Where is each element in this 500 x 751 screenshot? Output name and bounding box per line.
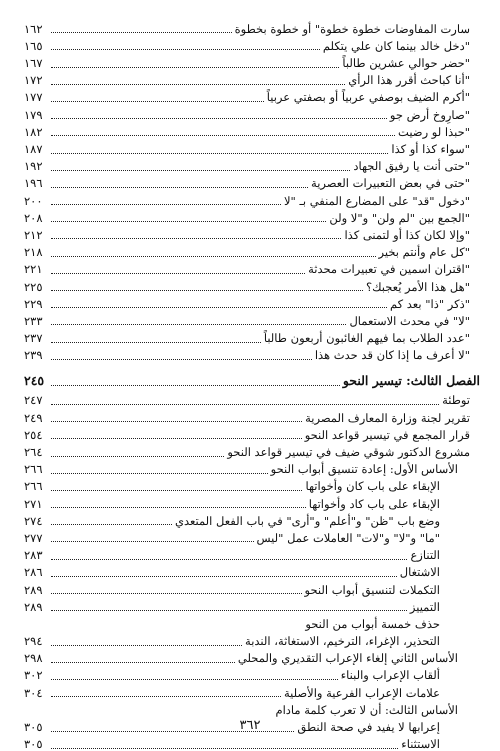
toc-entry-page: ٢٤٧ bbox=[24, 393, 43, 408]
dot-leader bbox=[51, 696, 281, 697]
toc-entry bbox=[24, 682, 480, 699]
dot-leader bbox=[51, 187, 308, 188]
toc-entry bbox=[24, 104, 480, 121]
dot-leader bbox=[51, 490, 302, 491]
table-of-contents bbox=[24, 18, 480, 751]
toc-entry-page: ٢٩٤ bbox=[24, 634, 43, 649]
toc-entry-title: الأساس الثالث: أن لا تعرب كلمة مادام bbox=[275, 702, 458, 717]
dot-leader bbox=[51, 524, 172, 525]
toc-entry-title: حبذا لو رضيت" bbox=[398, 124, 470, 139]
toc-entry bbox=[24, 699, 480, 716]
toc-entry-title: أكرم الضيف بوصفي عربياً أو بصفتي عربياً" bbox=[266, 90, 470, 105]
dot-leader bbox=[51, 204, 281, 205]
toc-entry-title: حذف خمسة أبواب من النحو bbox=[305, 616, 440, 631]
toc-entry-title: دخل خالد بينما كان علي يتكلم" bbox=[322, 38, 470, 53]
toc-entry bbox=[24, 259, 480, 276]
toc-entry-title: دخول "قد" على المضارع المنفي بـ "لا" bbox=[283, 193, 470, 208]
toc-entry-page: ٢٨٩ bbox=[24, 599, 43, 614]
toc-entry-page: ٢٦٦ bbox=[24, 479, 43, 494]
toc-entry-title: حضر حوالي عشرين طالباً" bbox=[342, 56, 470, 71]
toc-entry-title: ما" و"لا" و"لات" العاملات عمل "ليس" bbox=[256, 530, 440, 545]
toc-entry bbox=[24, 441, 480, 458]
toc-entry-page: ٢٣٩ bbox=[24, 348, 43, 363]
toc-entry-page: ٢٤٩ bbox=[24, 410, 43, 425]
toc-entry bbox=[24, 390, 480, 407]
toc-entry-title: تقرير لجنة وزارة المعارف المصرية bbox=[305, 410, 470, 425]
toc-entry-title: وإلا لكان كذا أو لتمنى كذا" bbox=[344, 227, 470, 242]
toc-entry-page: ١٦٥ bbox=[24, 38, 43, 53]
toc-entry-page: ٢٤٥ bbox=[24, 373, 45, 389]
dot-leader bbox=[51, 645, 242, 646]
toc-entry-page: ٣٠٤ bbox=[24, 685, 43, 700]
toc-entry-page: ٢٥٤ bbox=[24, 427, 43, 442]
toc-entry-title: سارت المفاوضات خطوة خطوة" أو خطوة بخطوة bbox=[234, 21, 470, 36]
toc-entry bbox=[24, 190, 480, 207]
toc-entry bbox=[24, 527, 480, 544]
dot-leader bbox=[51, 610, 407, 611]
dot-leader bbox=[51, 221, 326, 222]
toc-entry-page: ٢٣٧ bbox=[24, 331, 43, 346]
toc-entry-title: اقتران اسمين في تعبيرات محدثة" bbox=[308, 262, 470, 277]
toc-entry-page: ١٦٧ bbox=[24, 56, 43, 71]
toc-entry-title: أنا كباحث أقرر هذا الرأي" bbox=[348, 73, 470, 88]
toc-entry-title: هل هذا الأمر يُعجبك؟" bbox=[365, 279, 470, 294]
toc-entry-page: ٢٢٩ bbox=[24, 296, 43, 311]
toc-entry-title: الاستثناء bbox=[401, 737, 440, 751]
dot-leader bbox=[51, 593, 302, 594]
toc-entry-page: ٢١٨ bbox=[24, 245, 43, 260]
toc-entry-title: الإبقاء على باب كاد وأخواتها bbox=[308, 496, 440, 511]
dot-leader bbox=[51, 473, 268, 474]
toc-entry-page: ١٨٢ bbox=[24, 124, 43, 139]
dot-leader bbox=[51, 238, 341, 239]
toc-entry-page: ٢١٢ bbox=[24, 227, 43, 242]
toc-entry-title: الأساس الثاني إلغاء الإعراب التقديري والمحلي bbox=[237, 651, 458, 666]
dot-leader bbox=[51, 324, 346, 325]
toc-entry-title: صارِوخ أرض جو" bbox=[389, 107, 470, 122]
toc-entry-title: وضع باب "ظن" و"أعلم" و"أرى" في باب الفعل المتعدي bbox=[174, 513, 440, 528]
toc-entry-page: ٢٦٦ bbox=[24, 462, 43, 477]
toc-entry bbox=[24, 510, 480, 527]
toc-entry bbox=[24, 596, 480, 613]
toc-section-heading bbox=[24, 366, 480, 388]
dot-leader bbox=[51, 456, 224, 457]
toc-entry-title: الإبقاء على باب كان وأخواتها bbox=[305, 479, 440, 494]
toc-entry bbox=[24, 241, 480, 258]
toc-entry-title: لا" في محدث الاستعمال" bbox=[349, 313, 470, 328]
toc-entry bbox=[24, 327, 480, 344]
toc-entry bbox=[24, 52, 480, 69]
dot-leader bbox=[51, 404, 439, 405]
dot-leader bbox=[51, 438, 302, 439]
toc-entry-title: توطئة bbox=[442, 393, 470, 408]
toc-entry-page: ٣٠٥ bbox=[24, 720, 43, 734]
toc-entry bbox=[24, 613, 480, 630]
toc-entry-page: ٢٧١ bbox=[24, 496, 43, 511]
toc-entry-page: ٢٦٤ bbox=[24, 445, 43, 459]
toc-entry-page: ٣٠٥ bbox=[24, 737, 43, 751]
dot-leader bbox=[51, 748, 398, 749]
toc-entry-title: الجمع بين "لم ولن" و"لا ولن" bbox=[329, 210, 470, 225]
toc-entry bbox=[24, 665, 480, 682]
toc-entry bbox=[24, 35, 480, 52]
toc-entry-page: ٢٨٣ bbox=[24, 548, 43, 563]
toc-entry-page: ٢٨٦ bbox=[24, 565, 43, 580]
dot-leader bbox=[51, 359, 312, 360]
toc-entry-page: ١٧٢ bbox=[24, 73, 43, 88]
dot-leader bbox=[51, 507, 306, 508]
dot-leader bbox=[51, 118, 387, 119]
dot-leader bbox=[51, 256, 376, 257]
toc-entry bbox=[24, 648, 480, 665]
toc-entry bbox=[24, 544, 480, 561]
toc-entry bbox=[24, 310, 480, 327]
toc-entry bbox=[24, 121, 480, 138]
toc-entry bbox=[24, 630, 480, 647]
toc-entry bbox=[24, 224, 480, 241]
dot-leader bbox=[51, 153, 388, 154]
toc-entry-page: ١٧٩ bbox=[24, 107, 43, 122]
toc-entry bbox=[24, 562, 480, 579]
toc-entry-page: ١٧٧ bbox=[24, 90, 43, 105]
dot-leader bbox=[51, 576, 397, 577]
toc-entry-title: التكملات لتنسيق أبواب النحو bbox=[304, 582, 440, 597]
toc-entry bbox=[24, 407, 480, 424]
toc-entry-page: ٢٢٥ bbox=[24, 279, 43, 294]
dot-leader bbox=[51, 662, 235, 663]
toc-entry bbox=[24, 87, 480, 104]
page-number: ٣٦٢ bbox=[239, 718, 261, 733]
dot-leader bbox=[51, 101, 264, 102]
dot-leader bbox=[51, 421, 302, 422]
dot-leader bbox=[51, 49, 320, 50]
toc-entry-title: ذكر "ذا" بعد كم" bbox=[389, 296, 470, 311]
dot-leader bbox=[51, 679, 338, 680]
toc-entry-page: ٢٧٧ bbox=[24, 530, 43, 545]
dot-leader bbox=[51, 67, 339, 68]
toc-entry-title: الاشتغال bbox=[399, 565, 440, 580]
toc-entry-title: علامات الإعراب الفرعية والأصلية bbox=[283, 685, 440, 700]
dot-leader bbox=[51, 135, 395, 136]
dot-leader bbox=[51, 541, 254, 542]
toc-entry-page: ٢٢١ bbox=[24, 262, 43, 277]
toc-entry-title: قرار المجمع في تيسير قواعد النحو bbox=[304, 427, 470, 442]
dot-leader bbox=[51, 342, 261, 343]
toc-entry bbox=[24, 424, 480, 441]
toc-entry-title: التمييز bbox=[409, 599, 440, 614]
dot-leader bbox=[51, 84, 345, 85]
dot-leader bbox=[51, 290, 363, 291]
toc-entry-title: إعرابها لا يفيد في صحة النطق bbox=[297, 720, 440, 734]
toc-entry-page: ٢٣٣ bbox=[24, 313, 43, 328]
toc-entry bbox=[24, 173, 480, 190]
toc-entry-page: ١٩٦ bbox=[24, 176, 43, 191]
dot-leader bbox=[51, 385, 340, 386]
toc-entry bbox=[24, 493, 480, 510]
toc-entry-title: التنازع bbox=[410, 548, 440, 563]
toc-entry-title: حتى أنت يا رفيق الجهاد" bbox=[353, 159, 470, 174]
dot-leader bbox=[51, 559, 407, 560]
toc-entry bbox=[24, 70, 480, 87]
toc-entry bbox=[24, 476, 480, 493]
toc-entry-title: الأساس الأول: إعادة تنسيق أبواب النحو bbox=[270, 462, 458, 477]
toc-entry bbox=[24, 276, 480, 293]
toc-entry-page: ٣٠٢ bbox=[24, 668, 43, 683]
toc-entry bbox=[24, 18, 480, 35]
toc-entry bbox=[24, 138, 480, 155]
dot-leader bbox=[51, 307, 387, 308]
toc-entry bbox=[24, 345, 480, 362]
toc-entry-title: كل عام وأنتم بخير" bbox=[378, 245, 470, 260]
toc-entry-page: ٢٨٩ bbox=[24, 582, 43, 597]
toc-entry-title: التحذير، الإغراء، الترخيم، الاستغاثة، الندبة bbox=[245, 634, 440, 649]
toc-entry bbox=[24, 579, 480, 596]
toc-entry-page: ٢٧٤ bbox=[24, 513, 43, 528]
toc-entry-title: لا أعرف ما إذا كان قد حدث هذا" bbox=[314, 348, 470, 363]
dot-leader bbox=[51, 170, 350, 171]
dot-leader bbox=[51, 273, 305, 274]
toc-entry bbox=[24, 734, 480, 751]
toc-entry bbox=[24, 459, 480, 476]
dot-leader bbox=[51, 32, 232, 33]
toc-entry-page: ٢٠٠ bbox=[24, 193, 43, 208]
toc-entry-title: مشروع الدكتور شوقي ضيف في تيسير قواعد النحو bbox=[227, 445, 470, 459]
toc-entry-title: عدد الطلاب بما فيهم الغائبون أربعون طالباً" bbox=[263, 331, 470, 346]
toc-entry-title: حتى في بعض التعبيرات العصرية" bbox=[311, 176, 470, 191]
toc-entry-page: ٢٩٨ bbox=[24, 651, 43, 666]
toc-entry-title: الفصل الثالث: تيسير النحو bbox=[342, 373, 480, 389]
toc-entry bbox=[24, 293, 480, 310]
toc-entry-title: ألقاب الإعراب والبناء bbox=[340, 668, 440, 683]
toc-entry-page: ١٩٢ bbox=[24, 159, 43, 174]
toc-entry-page: ١٨٧ bbox=[24, 142, 43, 156]
toc-entry bbox=[24, 156, 480, 173]
toc-entry-page: ١٦٢ bbox=[24, 21, 43, 36]
toc-entry-title: سواء كذا أو كذا" bbox=[391, 142, 470, 156]
toc-entry bbox=[24, 207, 480, 224]
toc-entry-page: ٢٠٨ bbox=[24, 210, 43, 225]
